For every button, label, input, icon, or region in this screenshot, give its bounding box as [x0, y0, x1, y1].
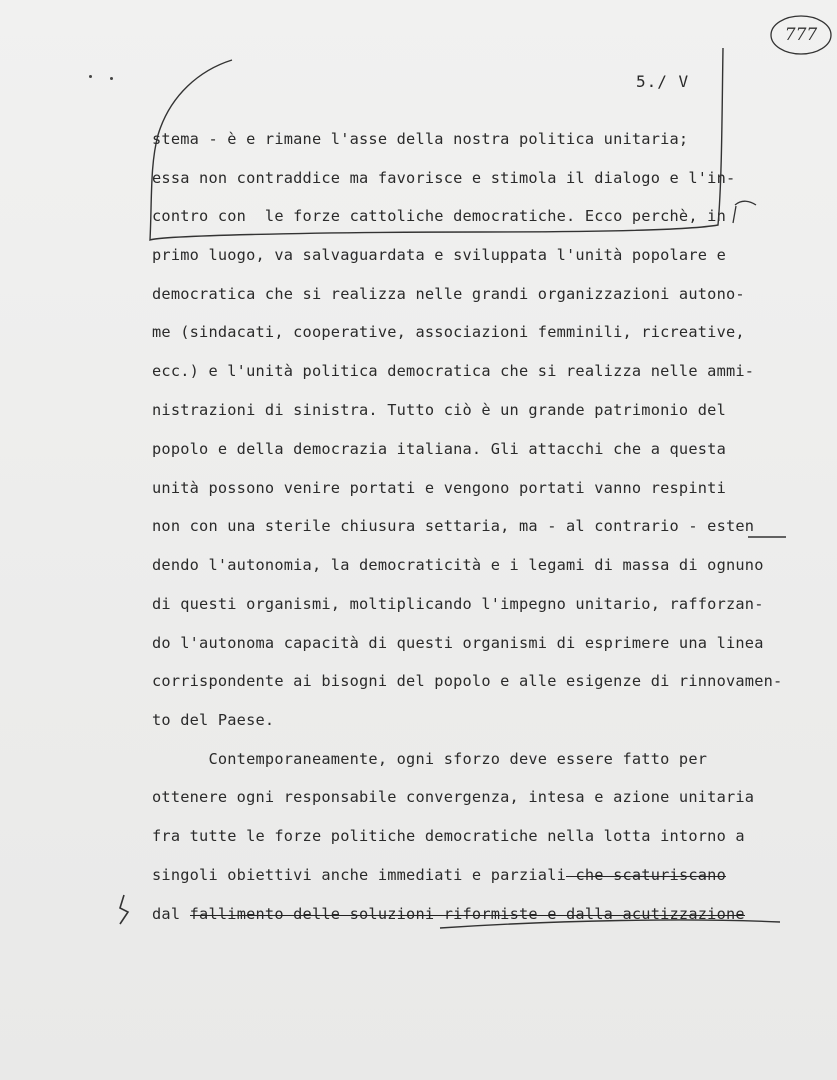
text-line-15: corrispondente ai bisogni del popolo e alle esigenze di rinnovamen- [152, 672, 783, 690]
archive-number: 777 [784, 25, 818, 45]
text-line-21-prefix: dal [152, 905, 190, 923]
text-line-7: ecc.) e l'unità politica democratica che si realizza nelle ammi- [152, 362, 755, 380]
struck-text: che scaturiscano [566, 866, 726, 884]
margin-mark [120, 895, 128, 924]
text-line-4: primo luogo, va salvaguardata e sviluppata l'unità popolare e [152, 246, 726, 264]
text-line-9: popolo e della democrazia italiana. Gli attacchi che a questa [152, 440, 726, 458]
text-line-8: nistrazioni di sinistra. Tutto ciò è un grande patrimonio del [152, 401, 726, 419]
struck-text: fallimento delle soluzioni riformiste e dalla acutizzazione [189, 905, 745, 923]
ink-speck [110, 77, 113, 80]
text-line-6: me (sindacati, cooperative, associazioni femminili, ricreative, [152, 323, 745, 341]
text-line-5: democratica che si realizza nelle grandi organizzazioni autono- [152, 285, 745, 303]
text-line-20 [152, 866, 726, 884]
text-line-1: stema - è e rimane l'asse della nostra politica unitaria; [152, 130, 689, 148]
text-line-3: contro con le forze cattoliche democratiche. Ecco perchè, in [152, 207, 726, 225]
insertion-mark [733, 201, 756, 223]
text-line-20-main: singoli obiettivi anche immediati e parziali [152, 866, 567, 884]
text-line-13: di questi organismi, moltiplicando l'impegno unitario, rafforzan- [152, 595, 764, 613]
ink-speck [89, 75, 92, 78]
text-line-17: Contemporaneamente, ogni sforzo deve essere fatto per [152, 750, 708, 768]
text-line-12: dendo l'autonomia, la democraticità e i legami di massa di ognuno [152, 556, 764, 574]
page-number: 5./ V [636, 72, 690, 91]
text-line-19: fra tutte le forze politiche democratiche nella lotta intorno a [152, 827, 745, 845]
text-line-10: unità possono venire portati e vengono portati vanno respinti [152, 479, 726, 497]
text-line-14: do l'autonoma capacità di questi organismi di esprimere una linea [152, 634, 764, 652]
text-line-16: to del Paese. [152, 711, 275, 729]
text-line-21 [152, 905, 745, 923]
text-line-18: ottenere ogni responsabile convergenza, intesa e azione unitaria [152, 788, 755, 806]
text-line-2: essa non contraddice ma favorisce e stimola il dialogo e l'in- [152, 169, 736, 187]
text-line-11: non con una sterile chiusura settaria, ma - al contrario - esten [152, 517, 755, 535]
archive-number-stamp [772, 16, 830, 54]
